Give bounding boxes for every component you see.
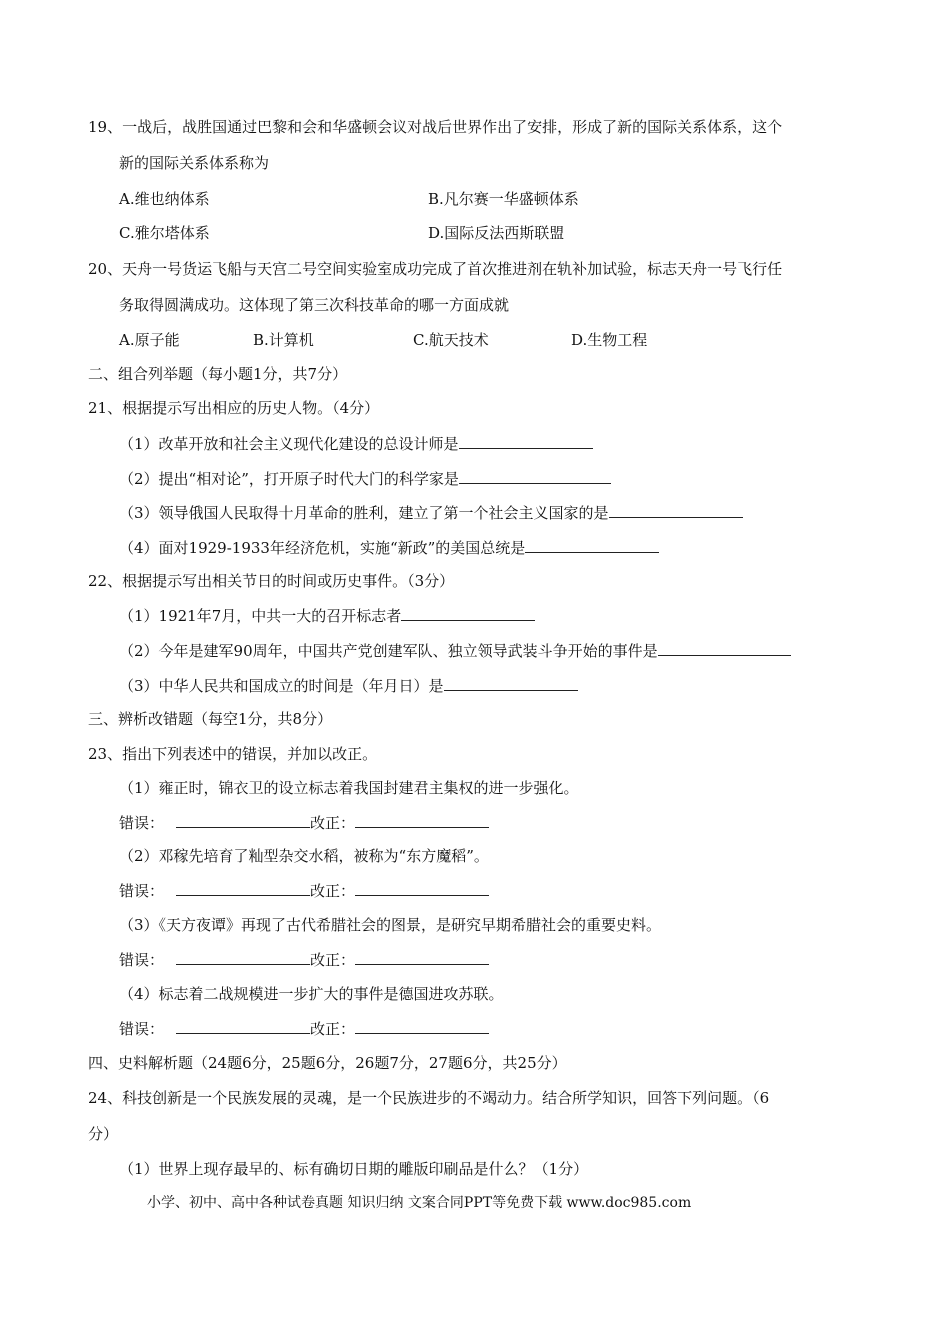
q19-option-a: A.维也纳体系	[119, 190, 210, 208]
q21-answer-blank-4[interactable]	[525, 538, 659, 553]
q21-item-1-text: （1）改革开放和社会主义现代化建设的总设计师是	[119, 435, 459, 453]
q23-correction-row-3	[119, 950, 489, 970]
error-label: 错误：	[119, 1020, 165, 1038]
q22-answer-blank-3[interactable]	[444, 676, 578, 691]
q21-item-3	[119, 503, 743, 523]
q21-answer-blank-2[interactable]	[459, 469, 611, 484]
q20-stem-line1: 20、天舟一号货运飞船与天宫二号空间实验室成功完成了首次推进剂在轨补加试验，标志天舟一号飞行任	[88, 260, 783, 278]
q19-option-b: B.凡尔赛一华盛顿体系	[428, 190, 579, 208]
q19-stem-line1: 19、一战后，战胜国通过巴黎和会和华盛顿会议对战后世界作出了安排，形成了新的国际关系体系，这个	[88, 118, 783, 136]
q23-correction-row-1	[119, 813, 489, 833]
page-footer: 小学、初中、高中各种试卷真题 知识归纳 文案合同PPT等免费下载 www.doc985.com	[147, 1195, 692, 1211]
q20-option-a: A.原子能	[119, 331, 180, 349]
q21-item-2	[119, 469, 611, 489]
q21-item-1	[119, 434, 593, 454]
q21-item-3-text: （3）领导俄国人民取得十月革命的胜利，建立了第一个社会主义国家的是	[119, 504, 609, 522]
q22-item-2-text: （2）今年是建军90周年，中国共产党创建军队、独立领导武装斗争开始的事件是	[119, 642, 658, 660]
q20-option-c: C.航天技术	[413, 331, 489, 349]
error-label: 错误：	[119, 951, 165, 969]
correction-label: 改正：	[310, 1020, 356, 1038]
correction-blank[interactable]	[355, 1019, 489, 1034]
correction-label: 改正：	[310, 951, 356, 969]
q23-item-1: （1）雍正时，锦衣卫的设立标志着我国封建君主集权的进一步强化。	[119, 779, 579, 797]
q19-stem-line2: 新的国际关系体系称为	[119, 154, 270, 172]
q24-stem-line2: 分）	[88, 1125, 119, 1143]
q23-item-4: （4）标志着二战规模进一步扩大的事件是德国进攻苏联。	[119, 985, 504, 1003]
q23-correction-row-2	[119, 881, 489, 901]
error-blank[interactable]	[176, 881, 310, 896]
q21-stem: 21、根据提示写出相应的历史人物。（4分）	[88, 399, 380, 417]
q22-stem: 22、根据提示写出相关节日的时间或历史事件。（3分）	[88, 572, 455, 590]
q24-stem-line1: 24、科技创新是一个民族发展的灵魂，是一个民族进步的不竭动力。结合所学知识，回答下列问题。（6	[88, 1089, 770, 1107]
q22-item-1	[119, 606, 535, 626]
correction-blank[interactable]	[355, 813, 489, 828]
error-blank[interactable]	[176, 950, 310, 965]
q20-option-d: D.生物工程	[571, 331, 648, 349]
q24-item-1: （1）世界上现存最早的、标有确切日期的雕版印刷品是什么？（1分）	[119, 1160, 589, 1178]
q23-correction-row-4	[119, 1019, 489, 1039]
correction-label: 改正：	[310, 814, 356, 832]
error-blank[interactable]	[176, 1019, 310, 1034]
error-label: 错误：	[119, 882, 165, 900]
error-blank[interactable]	[176, 813, 310, 828]
section-2-heading: 二、组合列举题（每小题1分，共7分）	[88, 365, 348, 383]
error-label: 错误：	[119, 814, 165, 832]
q20-option-b: B.计算机	[253, 331, 314, 349]
q20-stem-line2: 务取得圆满成功。这体现了第三次科技革命的哪一方面成就	[119, 296, 510, 314]
q22-answer-blank-2[interactable]	[658, 641, 791, 656]
q22-item-2	[119, 641, 791, 661]
q22-item-3-text: （3）中华人民共和国成立的时间是（年月日）是	[119, 677, 444, 695]
q23-item-3: （3）《天方夜谭》再现了古代希腊社会的图景，是研究早期希腊社会的重要史料。	[119, 916, 662, 934]
section-3-heading: 三、辨析改错题（每空1分，共8分）	[88, 710, 333, 728]
correction-label: 改正：	[310, 882, 356, 900]
q21-answer-blank-3[interactable]	[609, 503, 743, 518]
q22-answer-blank-1[interactable]	[401, 606, 535, 621]
q21-answer-blank-1[interactable]	[459, 434, 593, 449]
q19-option-d: D.国际反法西斯联盟	[428, 224, 565, 242]
q21-item-2-text: （2）提出“相对论”，打开原子时代大门的科学家是	[119, 470, 459, 488]
q22-item-1-text: （1）1921年7月，中共一大的召开标志者	[119, 607, 402, 625]
q22-item-3	[119, 676, 578, 696]
q19-option-c: C.雅尔塔体系	[119, 224, 210, 242]
q23-item-2: （2）邓稼先培育了籼型杂交水稻，被称为“东方魔稻”。	[119, 847, 489, 865]
section-4-heading: 四、史料解析题（24题6分，25题6分，26题7分，27题6分，共25分）	[88, 1054, 567, 1072]
correction-blank[interactable]	[355, 881, 489, 896]
q23-stem: 23、指出下列表述中的错误，并加以改正。	[88, 745, 378, 763]
q21-item-4	[119, 538, 659, 558]
q21-item-4-text: （4）面对1929-1933年经济危机，实施“新政”的美国总统是	[119, 539, 526, 557]
correction-blank[interactable]	[355, 950, 489, 965]
